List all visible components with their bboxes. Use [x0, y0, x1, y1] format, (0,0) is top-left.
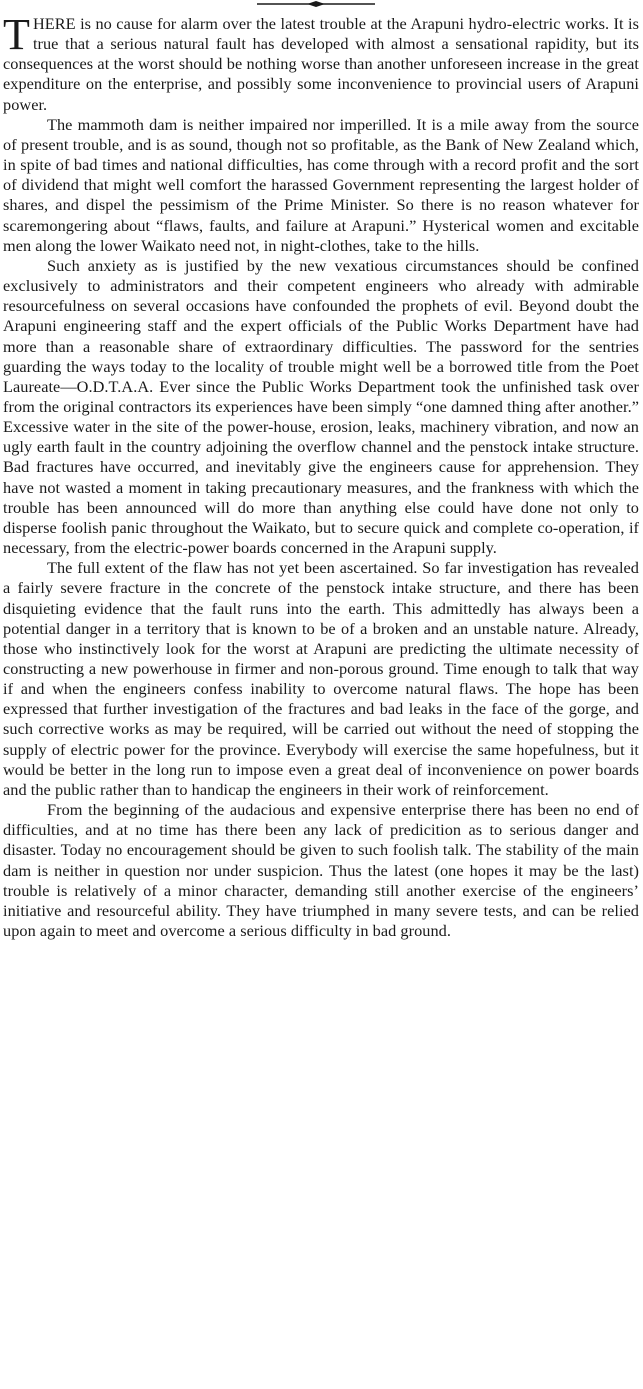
paragraph-1-text: HERE is no cause for alarm over the latest trouble at the Arapuni hydro-electric works. It is true that a serious natural fault has developed with almost a sensational rapidity, but its consequences at the worst should be nothing worse than another unforeseen increase in the great expenditure on the enterprise, and possibly some inconvenience to provincial users of Arapuni power.	[3, 14, 639, 114]
drop-cap: T	[3, 10, 30, 59]
paragraph-3: Such anxiety as is justified by the new vexatious circumstances should be confined exclusively to administrators and their competent engineers who already with admirable resourcefulness on several occasions have confounded the prophets of evil. Beyond doubt the Arapuni engineering staff and the expert officials of the Public Works Department have had more than a reasonable share of extraordinary difficulties. The password for the sentries guarding the ways today to the locality of trouble might well be a borrowed title from the Poet Laureate—O.D.T.A.A. Ever since the Public Works Department took the unfinished task over from the original contractors its experiences have been simply “one damned thing after another.” Excessive water in the site of the power-house, erosion, leaks, machinery vibration, and now an ugly earth fault in the country adjoining the overflow channel and the penstock intake structure. Bad fractures have occurred, and inevitably give the engineers cause for apprehension. They have not wasted a moment in taking precautionary measures, and the frankness with which the trouble has been announced will do more than anything else could have done not only to disperse foolish panic throughout the Waikato, but to secure quick and complete co-operation, if necessary, from the electric-power boards concerned in the Arapuni supply.	[3, 255, 639, 558]
editorial-article	[3, 10, 639, 941]
top-rule-ornament	[257, 1, 375, 7]
paragraph-4: The full extent of the flaw has not yet been ascertained. So far investigation has revealed a fairly severe fracture in the concrete of the penstock intake structure, and there has been disquieting evidence that the fault runs into the earth. This admittedly has always been a potential danger in a territory that is known to be of a broken and an unstable nature. Already, those who instinctively look for the worst at Arapuni are predicting the ultimate necessity of constructing a new powerhouse in firmer and non-porous ground. Time enough to talk that way if and when the engineers confess inability to overcome natural flaws. The hope has been expressed that further investigation of the fractures and bad leaks in the face of the gorge, and such corrective works as may be required, will be carried out without the need of stopping the supply of electric power for the province. Everybody will exercise the same hopefulness, but it would be better in the long run to impose even a great deal of inconvenience on power boards and the public rather than to handicap the engineers in their work of reinforcement.	[3, 558, 639, 799]
paragraph-2: The mammoth dam is neither impaired nor imperilled. It is a mile away from the source of present trouble, and is as sound, though not so profitable, as the Bank of New Zealand which, in spite of bad times and national difficulties, has come through with a record profit and the sort of dividend that might well comfort the harassed Government representing the largest holder of shares, and dispel the pessimism of the Prime Minister. So there is no reason whatever for scaremongering about “flaws, faults, and failure at Arapuni.” Hysterical women and excitable men along the lower Waikato need not, in night-clothes, take to the hills.	[3, 114, 639, 255]
paragraph-1	[3, 10, 639, 115]
paragraph-5: From the beginning of the audacious and expensive enterprise there has been no end of difficulties, and at no time has there been any lack of predicition as to serious danger and disaster. Today no encouragement should be given to such foolish talk. The stability of the main dam is neither in question nor under suspicion. Thus the latest (one hopes it may be the last) trouble is relatively of a minor character, demanding still another exercise of the engineers’ initiative and resourceful ability. They have triumphed in many severe tests, and can be relied upon again to meet and overcome a serious difficulty in bad ground.	[3, 800, 639, 941]
